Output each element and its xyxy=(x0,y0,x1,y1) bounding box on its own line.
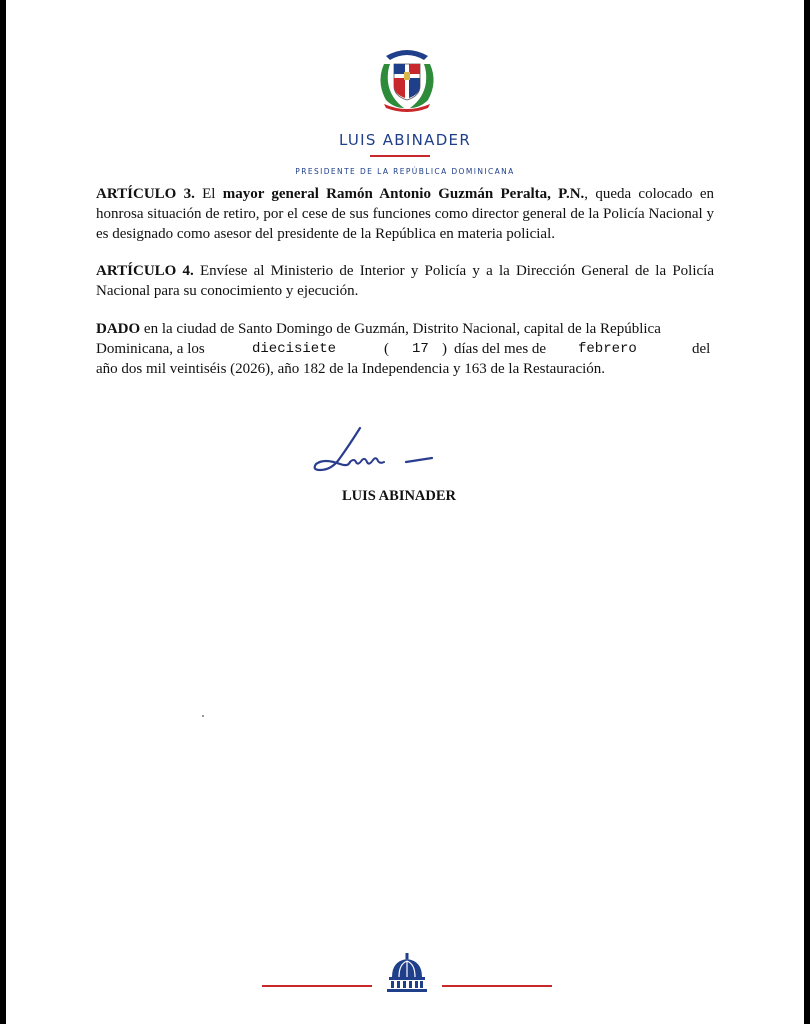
dado-line-2-a: Dominicana, a los xyxy=(96,341,205,357)
footer-rule-right xyxy=(442,985,552,987)
articulo-3-label: ARTÍCULO 3. xyxy=(96,186,195,202)
dado-paragraph xyxy=(96,319,714,379)
dado-line-2 xyxy=(96,339,714,359)
paren-close: ) xyxy=(442,341,447,357)
articulo-4 xyxy=(96,261,714,301)
dado-line-2-c: del xyxy=(692,341,711,357)
coat-of-arms-icon xyxy=(372,42,442,114)
footer-rule-left xyxy=(262,985,372,987)
signatory-name: LUIS ABINADER xyxy=(342,488,457,504)
articulo-3 xyxy=(96,184,714,244)
articulo-4-label: ARTÍCULO 4. xyxy=(96,263,194,279)
letterhead-rule xyxy=(370,155,430,157)
letterhead-subtitle: PRESIDENTE DE LA REPÚBLICA DOMINICANA xyxy=(295,167,515,176)
paren-open: ( xyxy=(384,341,389,357)
scan-speck xyxy=(202,715,204,717)
articulo-3-person: mayor general Ramón Antonio Guzmán Peralta, P.N. xyxy=(222,186,585,202)
month: febrero xyxy=(578,341,637,357)
dado-line-2-b: días del mes de xyxy=(454,341,547,357)
document-page xyxy=(6,0,804,1024)
dado-line-3: año dos mil veintiséis (2026), año 182 de la Independencia y 163 de la Restauración. xyxy=(96,361,606,377)
dado-line-1 xyxy=(96,319,714,339)
day-number: 17 xyxy=(412,341,429,357)
articulo-3-intro: El xyxy=(194,186,223,202)
dado-line-1-text: en la ciudad de Santo Domingo de Guzmán, Distrito Nacional, capital de la República xyxy=(140,321,661,337)
articulo-3-body: , queda colocado en honrosa situación de retiro, por el cese de sus funciones como director general de la Policía Nacional y es designado como asesor del presidente de la República en materia policial. xyxy=(96,186,714,242)
national-palace-dome-icon xyxy=(386,953,428,993)
handwritten-signature-icon xyxy=(310,424,440,484)
articulo-4-body: Envíese al Ministerio de Interior y Policía y a la Dirección General de la Policía Nacional para su conocimiento y ejecución. xyxy=(96,263,714,299)
dado-label: DADO xyxy=(96,321,141,337)
day-in-words: diecisiete xyxy=(252,341,337,357)
letterhead-name: LUIS ABINADER xyxy=(338,131,472,149)
